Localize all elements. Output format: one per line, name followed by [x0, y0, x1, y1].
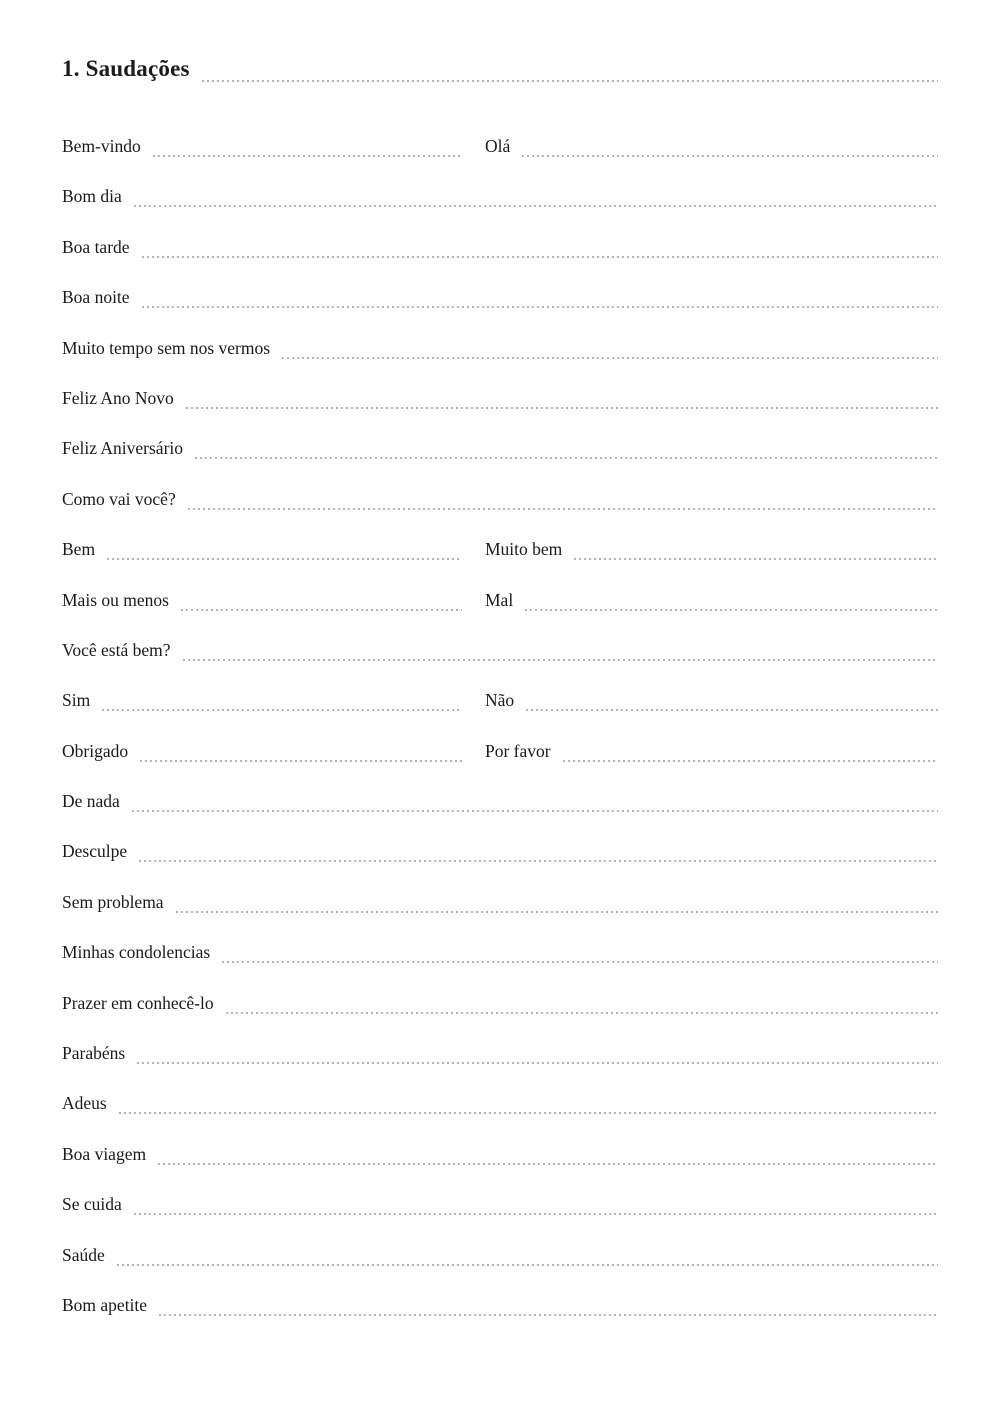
phrase-label: Mal [485, 589, 514, 610]
phrase-row [62, 1028, 938, 1078]
phrase-label: Feliz Ano Novo [62, 387, 174, 408]
answer-blank-line [574, 558, 938, 560]
phrase-label: Feliz Aniversário [62, 438, 184, 459]
phrase-row [62, 1230, 938, 1280]
title-blank-line [202, 80, 938, 82]
phrase-label: Desculpe [62, 841, 128, 862]
phrase-label: Muito bem [485, 539, 563, 560]
phrase-row [62, 1280, 938, 1330]
phrase-label: Boa viagem [62, 1143, 147, 1164]
phrase-row [62, 927, 938, 977]
phrase-label: Minhas condolencias [62, 942, 211, 963]
answer-blank-line [522, 155, 938, 157]
answer-blank-line [195, 457, 938, 459]
answer-blank-line [132, 810, 938, 812]
phrase-label: Mais ou menos [62, 589, 169, 610]
answer-blank-line [102, 709, 462, 711]
answer-blank-line [282, 357, 938, 359]
phrase-row [62, 423, 938, 473]
phrase-row [62, 978, 938, 1028]
phrase-row [62, 524, 938, 574]
phrase-row [62, 826, 938, 876]
phrase-label: Bem-vindo [62, 136, 141, 156]
phrase-row [62, 373, 938, 423]
answer-blank-line [142, 256, 938, 258]
phrase-row [62, 575, 938, 625]
answer-blank-line [119, 1112, 938, 1114]
answer-blank-line [153, 155, 462, 157]
phrase-label: Se cuida [62, 1194, 122, 1215]
phrase-row [62, 222, 938, 272]
phrase-label: Você está bem? [62, 639, 171, 660]
section-title-row [62, 52, 938, 86]
phrase-row [62, 323, 938, 373]
phrase-label: Sem problema [62, 891, 164, 912]
answer-blank-line [139, 860, 938, 862]
phrase-label: Não [485, 690, 515, 711]
answer-blank-line [137, 1062, 938, 1064]
phrase-row [62, 1179, 938, 1229]
phrase-label: Como vai você? [62, 488, 176, 509]
phrase-cell-right [485, 726, 938, 776]
phrase-label: Parabéns [62, 1043, 126, 1064]
phrase-label: Saúde [62, 1244, 105, 1265]
answer-blank-line [134, 1213, 938, 1215]
answer-blank-line [181, 609, 462, 611]
answer-blank-line [134, 205, 938, 207]
answer-blank-line [117, 1264, 938, 1266]
answer-blank-line [142, 306, 938, 308]
answer-blank-line [159, 1314, 938, 1316]
phrase-row [62, 272, 938, 322]
section-title: 1. Saudações [62, 56, 190, 81]
phrase-cell-right [485, 524, 938, 574]
phrase-cell-left [62, 575, 462, 625]
answer-blank-line [222, 961, 938, 963]
answer-blank-line [226, 1012, 938, 1014]
phrase-row [62, 171, 938, 221]
phrase-row [62, 1078, 938, 1128]
phrase-row [62, 675, 938, 725]
phrase-label: Boa tarde [62, 236, 130, 257]
answer-blank-line [176, 911, 938, 913]
phrase-cell-left [62, 726, 462, 776]
phrase-cell-left [62, 675, 462, 725]
phrase-row [62, 625, 938, 675]
answer-blank-line [186, 407, 938, 409]
phrase-row [62, 776, 938, 826]
phrase-label: De nada [62, 791, 120, 812]
phrase-row [62, 877, 938, 927]
phrase-label: Bom dia [62, 186, 122, 207]
phrase-label: Olá [485, 136, 511, 156]
phrase-label: Muito tempo sem nos vermos [62, 337, 271, 358]
phrase-label: Sim [62, 690, 91, 711]
phrase-label: Adeus [62, 1093, 107, 1114]
phrase-row [62, 121, 938, 171]
phrase-label: Bom apetite [62, 1294, 148, 1315]
phrase-label: Por favor [485, 740, 551, 761]
phrase-cell-right [485, 121, 938, 171]
answer-blank-line [188, 508, 938, 510]
phrase-cell-left [62, 121, 462, 171]
phrase-list [62, 121, 938, 1330]
answer-blank-line [183, 659, 938, 661]
phrase-cell-right [485, 575, 938, 625]
phrase-row [62, 474, 938, 524]
answer-blank-line [525, 609, 938, 611]
phrase-cell-left [62, 524, 462, 574]
answer-blank-line [526, 709, 938, 711]
phrase-row [62, 1129, 938, 1179]
phrase-label: Obrigado [62, 740, 129, 761]
phrase-label: Prazer em conhecê-lo [62, 992, 214, 1013]
answer-blank-line [158, 1163, 938, 1165]
phrase-label: Bem [62, 539, 96, 560]
answer-blank-line [563, 760, 938, 762]
phrase-row [62, 726, 938, 776]
phrase-label: Boa noite [62, 287, 130, 308]
answer-blank-line [107, 558, 462, 560]
phrase-cell-right [485, 675, 938, 725]
answer-blank-line [140, 760, 462, 762]
